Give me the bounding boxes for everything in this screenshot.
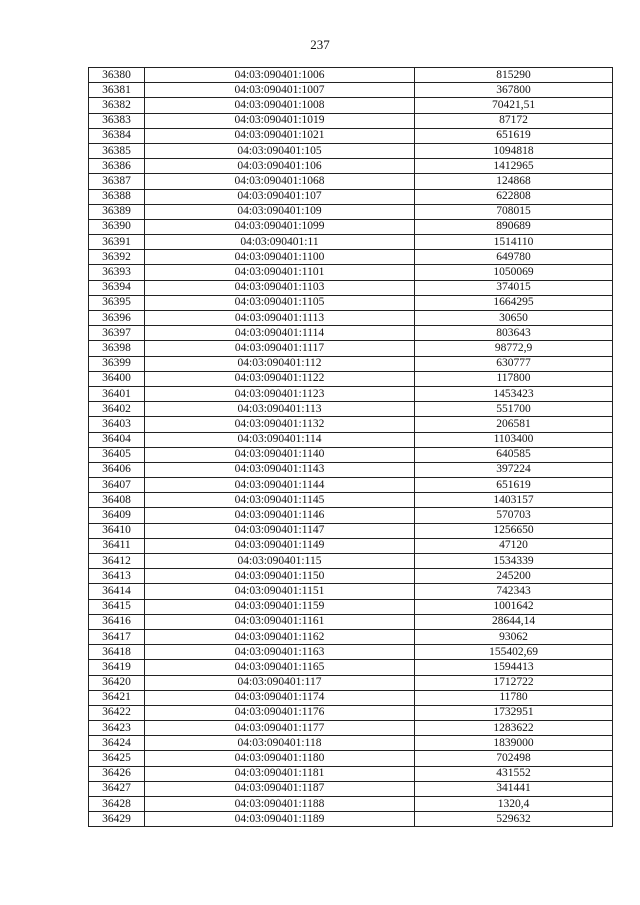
table-row	[89, 690, 613, 705]
table-row	[89, 174, 613, 189]
value-cell: 529632	[415, 812, 613, 827]
cadastral-number-cell: 04:03:090401:1140	[145, 447, 415, 462]
table-row	[89, 432, 613, 447]
row-number-cell: 36429	[89, 812, 145, 827]
cadastral-number-cell: 04:03:090401:1143	[145, 462, 415, 477]
row-number-cell: 36382	[89, 98, 145, 113]
row-number-cell: 36426	[89, 766, 145, 781]
cadastral-number-cell: 04:03:090401:109	[145, 204, 415, 219]
cadastral-number-cell: 04:03:090401:1163	[145, 645, 415, 660]
cadastral-number-cell: 04:03:090401:1122	[145, 371, 415, 386]
value-cell: 1453423	[415, 386, 613, 401]
row-number-cell: 36390	[89, 219, 145, 234]
value-cell: 1594413	[415, 660, 613, 675]
cadastral-number-cell: 04:03:090401:1113	[145, 311, 415, 326]
table-row	[89, 599, 613, 614]
row-number-cell: 36380	[89, 68, 145, 83]
cadastral-number-cell: 04:03:090401:1021	[145, 128, 415, 143]
row-number-cell: 36407	[89, 478, 145, 493]
cadastral-number-cell: 04:03:090401:1147	[145, 523, 415, 538]
value-cell: 206581	[415, 417, 613, 432]
cadastral-number-cell: 04:03:090401:1181	[145, 766, 415, 781]
row-number-cell: 36393	[89, 265, 145, 280]
value-cell: 98772,9	[415, 341, 613, 356]
row-number-cell: 36408	[89, 493, 145, 508]
table-row	[89, 402, 613, 417]
cadastral-number-cell: 04:03:090401:1174	[145, 690, 415, 705]
cadastral-number-cell: 04:03:090401:1188	[145, 797, 415, 812]
cadastral-number-cell: 04:03:090401:1151	[145, 584, 415, 599]
row-number-cell: 36401	[89, 386, 145, 401]
cadastral-number-cell: 04:03:090401:1180	[145, 751, 415, 766]
table-row	[89, 386, 613, 401]
row-number-cell: 36428	[89, 797, 145, 812]
value-cell: 1664295	[415, 295, 613, 310]
value-cell: 117800	[415, 371, 613, 386]
table-row	[89, 675, 613, 690]
value-cell: 1534339	[415, 554, 613, 569]
cadastral-number-cell: 04:03:090401:1165	[145, 660, 415, 675]
row-number-cell: 36420	[89, 675, 145, 690]
value-cell: 649780	[415, 250, 613, 265]
value-cell: 570703	[415, 508, 613, 523]
value-cell: 651619	[415, 128, 613, 143]
cadastral-number-cell: 04:03:090401:1144	[145, 478, 415, 493]
table-row	[89, 280, 613, 295]
row-number-cell: 36423	[89, 721, 145, 736]
table-row	[89, 538, 613, 553]
row-number-cell: 36418	[89, 645, 145, 660]
table-row	[89, 219, 613, 234]
table-row	[89, 478, 613, 493]
registry-table-body	[89, 68, 613, 827]
table-row	[89, 781, 613, 796]
table-row	[89, 660, 613, 675]
value-cell: 47120	[415, 538, 613, 553]
cadastral-number-cell: 04:03:090401:1068	[145, 174, 415, 189]
row-number-cell: 36415	[89, 599, 145, 614]
cadastral-number-cell: 04:03:090401:1099	[145, 219, 415, 234]
table-row	[89, 629, 613, 644]
row-number-cell: 36424	[89, 736, 145, 751]
cadastral-number-cell: 04:03:090401:1177	[145, 721, 415, 736]
cadastral-number-cell: 04:03:090401:1117	[145, 341, 415, 356]
table-row	[89, 371, 613, 386]
row-number-cell: 36384	[89, 128, 145, 143]
row-number-cell: 36413	[89, 569, 145, 584]
row-number-cell: 36402	[89, 402, 145, 417]
row-number-cell: 36425	[89, 751, 145, 766]
table-row	[89, 523, 613, 538]
table-row	[89, 645, 613, 660]
cadastral-number-cell: 04:03:090401:105	[145, 143, 415, 158]
row-number-cell: 36421	[89, 690, 145, 705]
row-number-cell: 36422	[89, 705, 145, 720]
row-number-cell: 36403	[89, 417, 145, 432]
table-row	[89, 83, 613, 98]
value-cell: 1050069	[415, 265, 613, 280]
registry-table	[88, 67, 613, 827]
row-number-cell: 36405	[89, 447, 145, 462]
row-number-cell: 36414	[89, 584, 145, 599]
table-row	[89, 98, 613, 113]
value-cell: 124868	[415, 174, 613, 189]
value-cell: 630777	[415, 356, 613, 371]
value-cell: 1712722	[415, 675, 613, 690]
table-row	[89, 751, 613, 766]
table-row	[89, 554, 613, 569]
value-cell: 1403157	[415, 493, 613, 508]
value-cell: 245200	[415, 569, 613, 584]
table-row	[89, 204, 613, 219]
table-row	[89, 265, 613, 280]
cadastral-number-cell: 04:03:090401:1161	[145, 614, 415, 629]
value-cell: 640585	[415, 447, 613, 462]
cadastral-number-cell: 04:03:090401:1105	[145, 295, 415, 310]
value-cell: 1514110	[415, 235, 613, 250]
cadastral-number-cell: 04:03:090401:1007	[145, 83, 415, 98]
table-row	[89, 569, 613, 584]
cadastral-number-cell: 04:03:090401:118	[145, 736, 415, 751]
cadastral-number-cell: 04:03:090401:1019	[145, 113, 415, 128]
table-row	[89, 143, 613, 158]
value-cell: 341441	[415, 781, 613, 796]
value-cell: 1412965	[415, 159, 613, 174]
value-cell: 890689	[415, 219, 613, 234]
cadastral-number-cell: 04:03:090401:113	[145, 402, 415, 417]
row-number-cell: 36404	[89, 432, 145, 447]
row-number-cell: 36416	[89, 614, 145, 629]
page-number: 237	[310, 37, 330, 52]
value-cell: 1839000	[415, 736, 613, 751]
row-number-cell: 36395	[89, 295, 145, 310]
cadastral-number-cell: 04:03:090401:107	[145, 189, 415, 204]
cadastral-number-cell: 04:03:090401:114	[145, 432, 415, 447]
value-cell: 431552	[415, 766, 613, 781]
table-row	[89, 812, 613, 827]
cadastral-number-cell: 04:03:090401:117	[145, 675, 415, 690]
value-cell: 70421,51	[415, 98, 613, 113]
table-row	[89, 493, 613, 508]
table-row	[89, 113, 613, 128]
row-number-cell: 36385	[89, 143, 145, 158]
cadastral-number-cell: 04:03:090401:1187	[145, 781, 415, 796]
cadastral-number-cell: 04:03:090401:1159	[145, 599, 415, 614]
table-row	[89, 159, 613, 174]
row-number-cell: 36410	[89, 523, 145, 538]
value-cell: 702498	[415, 751, 613, 766]
row-number-cell: 36411	[89, 538, 145, 553]
value-cell: 1283622	[415, 721, 613, 736]
value-cell: 1256650	[415, 523, 613, 538]
cadastral-number-cell: 04:03:090401:1149	[145, 538, 415, 553]
table-row	[89, 128, 613, 143]
value-cell: 87172	[415, 113, 613, 128]
table-row	[89, 417, 613, 432]
table-row	[89, 235, 613, 250]
row-number-cell: 36398	[89, 341, 145, 356]
value-cell: 397224	[415, 462, 613, 477]
row-number-cell: 36412	[89, 554, 145, 569]
value-cell: 1001642	[415, 599, 613, 614]
row-number-cell: 36396	[89, 311, 145, 326]
value-cell: 651619	[415, 478, 613, 493]
table-row	[89, 766, 613, 781]
cadastral-number-cell: 04:03:090401:1189	[145, 812, 415, 827]
value-cell: 374015	[415, 280, 613, 295]
cadastral-number-cell: 04:03:090401:1145	[145, 493, 415, 508]
cadastral-number-cell: 04:03:090401:1006	[145, 68, 415, 83]
cadastral-number-cell: 04:03:090401:106	[145, 159, 415, 174]
row-number-cell: 36417	[89, 629, 145, 644]
value-cell: 622808	[415, 189, 613, 204]
table-row	[89, 68, 613, 83]
value-cell: 742343	[415, 584, 613, 599]
row-number-cell: 36406	[89, 462, 145, 477]
cadastral-number-cell: 04:03:090401:1008	[145, 98, 415, 113]
value-cell: 815290	[415, 68, 613, 83]
row-number-cell: 36400	[89, 371, 145, 386]
table-row	[89, 462, 613, 477]
row-number-cell: 36399	[89, 356, 145, 371]
table-row	[89, 356, 613, 371]
cadastral-number-cell: 04:03:090401:1132	[145, 417, 415, 432]
row-number-cell: 36394	[89, 280, 145, 295]
cadastral-number-cell: 04:03:090401:112	[145, 356, 415, 371]
row-number-cell: 36383	[89, 113, 145, 128]
cadastral-number-cell: 04:03:090401:1101	[145, 265, 415, 280]
cadastral-number-cell: 04:03:090401:1146	[145, 508, 415, 523]
value-cell: 1732951	[415, 705, 613, 720]
value-cell: 30650	[415, 311, 613, 326]
row-number-cell: 36409	[89, 508, 145, 523]
row-number-cell: 36391	[89, 235, 145, 250]
cadastral-number-cell: 04:03:090401:1162	[145, 629, 415, 644]
value-cell: 1094818	[415, 143, 613, 158]
cadastral-number-cell: 04:03:090401:1150	[145, 569, 415, 584]
value-cell: 551700	[415, 402, 613, 417]
table-row	[89, 295, 613, 310]
value-cell: 11780	[415, 690, 613, 705]
table-row	[89, 341, 613, 356]
table-row	[89, 447, 613, 462]
cadastral-number-cell: 04:03:090401:1114	[145, 326, 415, 341]
table-row	[89, 584, 613, 599]
value-cell: 1103400	[415, 432, 613, 447]
row-number-cell: 36389	[89, 204, 145, 219]
table-row	[89, 189, 613, 204]
row-number-cell: 36388	[89, 189, 145, 204]
table-row	[89, 736, 613, 751]
row-number-cell: 36427	[89, 781, 145, 796]
cadastral-number-cell: 04:03:090401:11	[145, 235, 415, 250]
cadastral-number-cell: 04:03:090401:1176	[145, 705, 415, 720]
cadastral-number-cell: 04:03:090401:1123	[145, 386, 415, 401]
row-number-cell: 36397	[89, 326, 145, 341]
table-row	[89, 311, 613, 326]
table-row	[89, 250, 613, 265]
value-cell: 1320,4	[415, 797, 613, 812]
table-row	[89, 705, 613, 720]
value-cell: 708015	[415, 204, 613, 219]
cadastral-number-cell: 04:03:090401:1100	[145, 250, 415, 265]
value-cell: 803643	[415, 326, 613, 341]
table-row	[89, 326, 613, 341]
table-row	[89, 508, 613, 523]
table-row	[89, 721, 613, 736]
cadastral-number-cell: 04:03:090401:1103	[145, 280, 415, 295]
value-cell: 28644,14	[415, 614, 613, 629]
value-cell: 155402,69	[415, 645, 613, 660]
row-number-cell: 36386	[89, 159, 145, 174]
row-number-cell: 36387	[89, 174, 145, 189]
row-number-cell: 36392	[89, 250, 145, 265]
table-row	[89, 614, 613, 629]
value-cell: 93062	[415, 629, 613, 644]
table-row	[89, 797, 613, 812]
row-number-cell: 36381	[89, 83, 145, 98]
cadastral-number-cell: 04:03:090401:115	[145, 554, 415, 569]
value-cell: 367800	[415, 83, 613, 98]
row-number-cell: 36419	[89, 660, 145, 675]
